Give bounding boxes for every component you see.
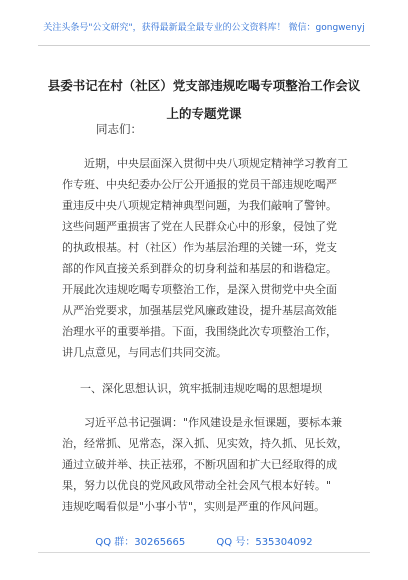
- title-line-1: 县委书记在村（社区）党支部违规吃喝专项整治工作会议: [47, 78, 361, 93]
- paragraph-line: 治理水平的重要举措。下面，我围绕此次专项整治工作，: [62, 325, 337, 338]
- footer-divider: [38, 552, 370, 553]
- section-heading: 一、深化思想认识，筑牢抵制违规吃喝的思想堤坝: [80, 382, 322, 395]
- paragraph-line: 这些问题严重损害了党在人民群众心中的形象，侵蚀了党: [62, 220, 337, 233]
- paragraph-line: 习近平总书记强调："作风建设是永恒课题，要标本兼: [62, 416, 343, 429]
- header-divider: [38, 45, 370, 46]
- paragraph-line: 作专班、中央纪委办公厅公开通报的党员干部违规吃喝严: [62, 178, 337, 191]
- title-line-2: 上的专题党课: [166, 106, 242, 121]
- paragraph-line: 的执政根基。村（社区）作为基层治理的关键一环，党支: [62, 241, 337, 254]
- salutation: 同志们：: [96, 122, 142, 136]
- paragraph-2: [62, 412, 346, 517]
- paragraph-line: 果，努力以优良的党风政风带动全社会风气根本好转。": [62, 479, 332, 492]
- paragraph-line: 违规吃喝看似是"小事小节"，实则是严重的作风问题。: [62, 500, 326, 513]
- footer-contact: [0, 533, 408, 548]
- paragraph-line: 部的作风直接关系到群众的切身利益和基层的和谐稳定。: [62, 262, 337, 275]
- paragraph-1: [62, 153, 346, 363]
- paragraph-line: 讲几点意见，与同志们共同交流。: [62, 346, 227, 359]
- paragraph-line: 开展此次违规吃喝专项整治工作，是深入贯彻党中央全面: [62, 283, 337, 296]
- paragraph-line: 重违反中央八项规定精神典型问题，为我们敲响了警钟。: [62, 199, 337, 212]
- paragraph-line: 治，经常抓、见常态，深入抓、见实效，持久抓、见长效，: [62, 437, 348, 450]
- header-promo-note: 关注头条号"公文研究"，获得最新最全最专业的公文资料库！ 微信：gongwenyj: [43, 23, 365, 33]
- document-title: [44, 72, 364, 128]
- paragraph-line: 通过立破并举、扶正祛邪，不断巩固和扩大已经取得的成: [62, 458, 337, 471]
- paragraph-line: 近期，中央层面深入贯彻中央八项规定精神学习教育工: [62, 157, 348, 170]
- paragraph-line: 从严治党要求，加强基层党风廉政建设，提升基层高效能: [62, 304, 337, 317]
- footer-qq-group: QQ 群：30265665: [95, 537, 186, 548]
- footer-qq-number: QQ 号：535304092: [216, 537, 313, 548]
